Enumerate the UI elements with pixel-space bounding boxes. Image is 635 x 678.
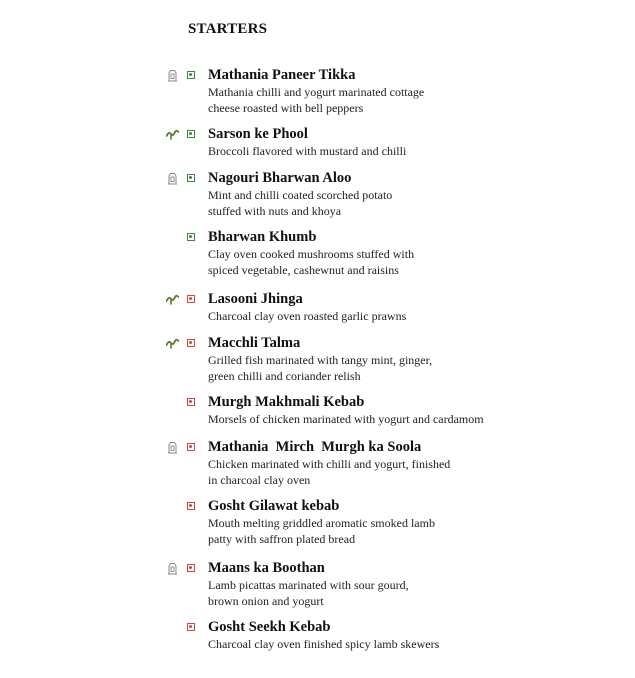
signature-icon [166, 172, 179, 185]
description-line: stuffed with nuts and khoya [208, 203, 342, 218]
item-description [208, 516, 435, 547]
description-line: brown onion and yogurt [208, 593, 324, 608]
item-description [208, 578, 409, 609]
healthy-icon [166, 337, 179, 350]
description-line: Charcoal clay oven finished spicy lamb skewers [208, 637, 440, 651]
description-line: Grilled fish marinated with tangy mint, ginger, [208, 353, 433, 367]
description-line: cheese roasted with bell peppers [208, 100, 364, 115]
item-name: Lasooni Jhinga [208, 291, 303, 307]
item-name: Gosht Gilawat kebab [208, 498, 340, 514]
item-name: Macchli Talma [208, 335, 301, 351]
non-veg-icon [187, 398, 195, 406]
item-name: Gosht Seekh Kebab [208, 619, 331, 635]
item-description [208, 457, 450, 488]
healthy-icon [166, 293, 179, 306]
description-line: patty with saffron plated bread [208, 531, 356, 546]
non-veg-icon [187, 339, 195, 347]
veg-icon [187, 233, 195, 241]
description-line: spiced vegetable, cashewnut and raisins [208, 262, 399, 277]
item-name: Murgh Makhmali Kebab [208, 394, 365, 410]
item-description [208, 144, 406, 160]
non-veg-icon [187, 623, 195, 631]
description-line: Chicken marinated with chilli and yogurt, finished [208, 457, 451, 471]
item-description [208, 637, 439, 653]
item-name: Nagouri Bharwan Aloo [208, 170, 352, 186]
description-line: green chilli and coriander relish [208, 368, 361, 383]
item-name: Mathania Paneer Tikka [208, 67, 356, 83]
description-line: Lamb picattas marinated with sour gourd, [208, 578, 409, 592]
veg-icon [187, 71, 195, 79]
item-description [208, 412, 484, 428]
section-title: STARTERS [188, 21, 268, 37]
description-line: Mouth melting griddled aromatic smoked lamb [208, 516, 435, 530]
description-line: Mint and chilli coated scorched potato [208, 188, 393, 202]
item-description [208, 85, 424, 116]
healthy-icon [166, 128, 179, 141]
item-name: Maans ka Boothan [208, 560, 325, 576]
item-name: Mathania Mirch Murgh ka Soola [208, 439, 422, 455]
item-description [208, 309, 406, 325]
item-name: Bharwan Khumb [208, 229, 317, 245]
veg-icon [187, 130, 195, 138]
description-line: Broccoli flavored with mustard and chilli [208, 144, 407, 158]
item-description [208, 247, 414, 278]
non-veg-icon [187, 564, 195, 572]
description-line: Mathania chilli and yogurt marinated cottage [208, 85, 425, 99]
veg-icon [187, 174, 195, 182]
item-name: Sarson ke Phool [208, 126, 308, 142]
non-veg-icon [187, 295, 195, 303]
non-veg-icon [187, 502, 195, 510]
item-description [208, 353, 432, 384]
description-line: in charcoal clay oven [208, 472, 311, 487]
non-veg-icon [187, 443, 195, 451]
description-line: Charcoal clay oven roasted garlic prawns [208, 309, 407, 323]
description-line: Clay oven cooked mushrooms stuffed with [208, 247, 415, 261]
description-line: Morsels of chicken marinated with yogurt and cardamom [208, 412, 484, 426]
signature-icon [166, 562, 179, 575]
signature-icon [166, 69, 179, 82]
item-description [208, 188, 392, 219]
signature-icon [166, 441, 179, 454]
